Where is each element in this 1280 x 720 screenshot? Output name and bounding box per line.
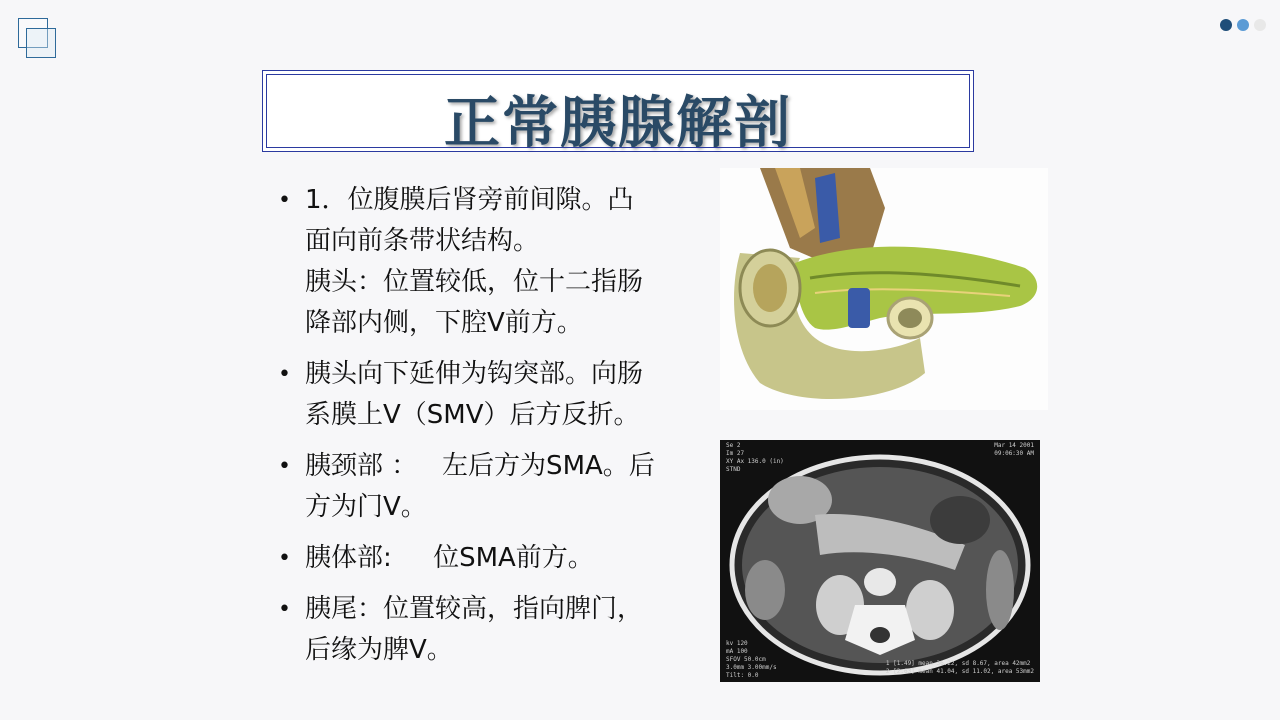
ct-label: 3.0mm 3.00mm/s (726, 664, 777, 671)
bullet-mark: • (278, 188, 291, 213)
ct-label: SFOV 50.0cm (726, 656, 766, 663)
title-frame (262, 70, 974, 156)
bullet-line: 系膜上V（SMV）后方反折。 (305, 400, 640, 430)
ct-label: Tilt: 0.0 (726, 672, 759, 679)
ct-label: Im 27 (726, 450, 745, 457)
pagination-dot-1 (1220, 19, 1232, 31)
bullet-line: 胰头向下延伸为钩突部。向肠 (305, 359, 644, 389)
bullet-line: 面向前条带状结构。 (305, 226, 540, 256)
slide-logo (18, 18, 58, 58)
bullet-item (278, 538, 708, 579)
bullet-line: 降部内侧，下腔V前方。 (305, 308, 583, 338)
bullet-mark: • (278, 597, 291, 622)
bullet-line: 方为门V。 (305, 492, 427, 522)
ct-label: 2 [2.63] mean 41.04, sd 11.02, area 53mm2 (885, 668, 1034, 675)
ct-label: 1 [1.49] mean 36.22, sd 8.67, area 42mm2 (885, 660, 1031, 667)
bullet-mark: • (278, 454, 291, 479)
ct-label: Mar 14 2001 (994, 442, 1034, 449)
bullet-line: 胰颈部 ： 左后方为SMA。后 (305, 451, 655, 481)
pancreas-anatomy-illustration (720, 168, 1048, 410)
ct-label: kv 120 (726, 640, 748, 647)
slide-title: 正常胰腺解剖 (444, 91, 792, 156)
pagination-dot-2 (1237, 19, 1249, 31)
bullet-item (278, 446, 708, 528)
bullet-line: 胰头：位置较低，位十二指肠 (305, 267, 644, 297)
bullet-line: 后缘为脾V。 (305, 635, 453, 665)
ct-label: mA 100 (726, 648, 748, 655)
bullet-mark: • (278, 362, 291, 387)
ct-label: 09:06:30 AM (994, 450, 1034, 457)
ct-label: Se 2 (726, 442, 741, 449)
bullet-item (278, 354, 708, 436)
bullet-line: 1．位腹膜后肾旁前间隙。凸 (305, 185, 634, 215)
ct-scan-image (720, 440, 1040, 682)
bullet-line: 胰体部: 位SMA前方。 (305, 543, 594, 573)
bullet-mark: • (278, 546, 291, 571)
ct-label: STND (726, 466, 741, 473)
bullet-list (278, 180, 708, 681)
bullet-line: 胰尾：位置较高，指向脾门， (305, 594, 644, 624)
pagination-dot-3 (1254, 19, 1266, 31)
bullet-item (278, 180, 708, 344)
pagination-dots (1220, 19, 1266, 31)
bullet-item (278, 589, 708, 671)
ct-label: XY Ax 136.0 (in) (726, 458, 784, 465)
